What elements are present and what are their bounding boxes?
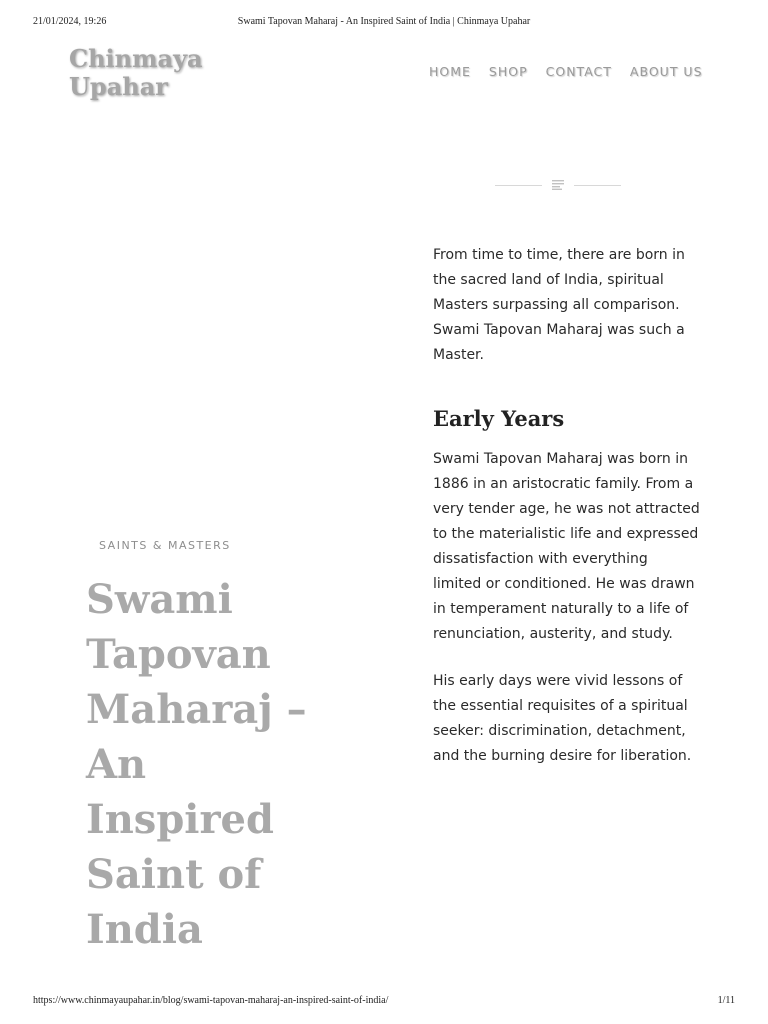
nav-contact[interactable]: CONTACT bbox=[545, 64, 612, 79]
post-category-link[interactable]: SAINTS & MASTERS bbox=[99, 539, 231, 552]
paragraph-line: 1886 in an aristocratic family. From a bbox=[433, 476, 694, 492]
divider-line-left bbox=[495, 185, 542, 186]
paragraph-line: His early days were vivid lessons of bbox=[433, 673, 683, 689]
site-title-line1: Chinmaya bbox=[69, 44, 203, 73]
paragraph-line: Master. bbox=[433, 347, 484, 363]
paragraph-line: in temperament naturally to a life of bbox=[433, 601, 689, 617]
paragraph-line: Masters surpassing all comparison. bbox=[433, 297, 680, 313]
paragraph-line: renunciation, austerity, and study. bbox=[433, 626, 673, 642]
nav-shop[interactable]: SHOP bbox=[488, 64, 528, 79]
print-page-number: 1/11 bbox=[717, 995, 735, 1006]
paragraph-line: Swami Tapovan Maharaj was born in bbox=[433, 451, 688, 467]
site-title-line2: Upahar bbox=[69, 72, 168, 101]
standard-post-format-icon bbox=[552, 180, 564, 190]
post-content bbox=[433, 243, 700, 769]
post-title-line: Saint of bbox=[86, 851, 262, 898]
divider-line-right bbox=[574, 185, 621, 186]
post-title-line: Swami bbox=[86, 576, 233, 623]
paragraph-line: From time to time, there are born in bbox=[433, 247, 685, 263]
paragraph-line: the sacred land of India, spiritual bbox=[433, 272, 664, 288]
post-format-divider bbox=[495, 178, 621, 192]
post-title-line: Inspired bbox=[86, 796, 274, 843]
post-title-line: Tapovan bbox=[86, 631, 271, 678]
intro-paragraph bbox=[433, 243, 693, 368]
paragraph-line: to the materialistic life and expressed bbox=[433, 526, 699, 542]
print-page-url: https://www.chinmayaupahar.in/blog/swami-tapovan-maharaj-an-inspired-saint-of-india/ bbox=[33, 995, 389, 1006]
post-title bbox=[86, 572, 366, 957]
print-datetime: 21/01/2024, 19:26 bbox=[33, 16, 107, 27]
section-heading-early-years: Early Years bbox=[433, 406, 565, 431]
early-years-paragraph bbox=[433, 447, 700, 647]
nav-home[interactable]: HOME bbox=[429, 64, 471, 79]
paragraph-line: dissatisfaction with everything bbox=[433, 551, 648, 567]
post-title-line: An bbox=[86, 741, 147, 788]
paragraph-line: the essential requisites of a spiritual bbox=[433, 698, 688, 714]
paragraph-line: and the burning desire for liberation. bbox=[433, 748, 692, 764]
print-document-title: Swami Tapovan Maharaj - An Inspired Saint of India | Chinmaya Upahar bbox=[237, 16, 531, 27]
early-days-paragraph bbox=[433, 669, 693, 769]
paragraph-line: very tender age, he was not attracted bbox=[433, 501, 700, 517]
site-title-link[interactable] bbox=[69, 45, 203, 101]
paragraph-line: seeker: discrimination, detachment, bbox=[433, 723, 686, 739]
main-navigation bbox=[429, 64, 703, 79]
post-title-line: India bbox=[86, 906, 203, 953]
post-title-line: Maharaj – bbox=[86, 686, 307, 733]
paragraph-line: limited or conditioned. He was drawn bbox=[433, 576, 695, 592]
nav-about-us[interactable]: ABOUT US bbox=[629, 64, 703, 79]
paragraph-line: Swami Tapovan Maharaj was such a bbox=[433, 322, 685, 338]
